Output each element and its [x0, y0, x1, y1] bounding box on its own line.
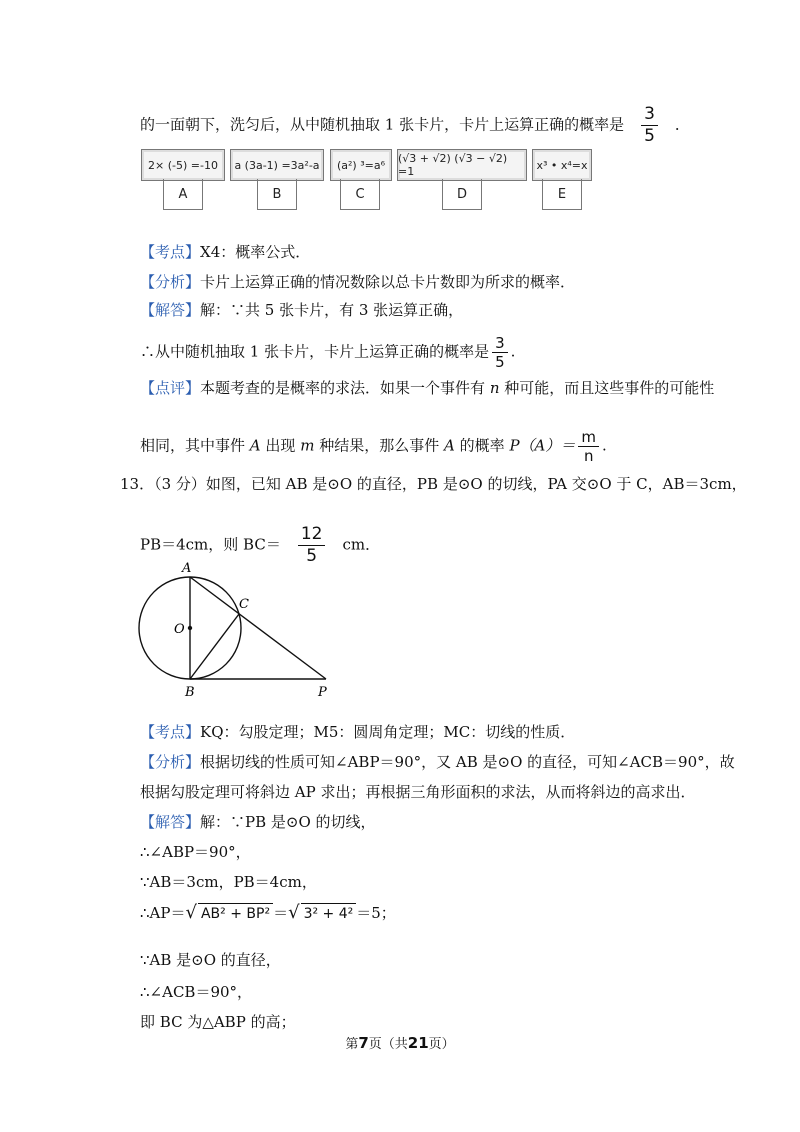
q13-step-1: 解：∵PB 是⊙O 的切线， — [200, 813, 376, 831]
card-e — [532, 149, 592, 181]
q13-step-4-lead: ∴AP＝ — [140, 904, 186, 922]
q12-fenxi-text: 卡片上运算正确的情况数除以总卡片数即为所求的概率． — [200, 273, 576, 291]
footer-page-number: 7 — [358, 1034, 369, 1052]
q13-step-4-result: ＝5； — [356, 904, 396, 922]
q12-formula-numerator: m — [578, 428, 599, 447]
card-c — [330, 149, 392, 181]
card-d — [397, 149, 527, 181]
q12-jieda-tag: 【解答】 — [140, 301, 201, 319]
card-a — [141, 149, 225, 181]
card-e-expr: x³ • x⁴=x — [536, 158, 588, 172]
q12-kaodian-text: X4：概率公式． — [200, 243, 311, 261]
q13-line1 — [120, 474, 747, 494]
q12-dianping-text-1b: 种可能，而且这些事件的可能性 — [504, 379, 715, 397]
q12-conclusion-numerator: 3 — [492, 334, 508, 353]
q13-text-2: PB＝4cm，则 BC＝ — [140, 535, 281, 554]
q13-step-3: ∵AB＝3cm，PB＝4cm， — [140, 873, 317, 891]
q12-dianping — [140, 378, 714, 398]
card-c-label: C — [340, 179, 380, 210]
label-b: B — [185, 685, 195, 700]
q12-dianping-text-2a: 相同，其中事件 — [140, 436, 246, 455]
q12-fenxi-tag: 【分析】 — [140, 273, 201, 291]
q12-dianping-tag: 【点评】 — [140, 379, 201, 397]
sqrt-sign-1: √ — [185, 902, 197, 923]
footer-pre: 第 — [345, 1037, 359, 1052]
segment-bc — [190, 614, 239, 679]
segment-ap — [190, 577, 326, 679]
q13-equals: ＝ — [273, 904, 289, 922]
q12-fenxi — [140, 272, 575, 292]
q12-intro-text: 的一面朝下，洗匀后，从中随机抽取 1 张卡片，卡片上运算正确的概率是 — [140, 115, 625, 134]
q12-jieda-text: 解：∵共 5 张卡片，有 3 张运算正确， — [200, 301, 464, 319]
q12-answer-denominator: 5 — [644, 126, 655, 146]
q12-conclusion-text: ∴从中随机抽取 1 张卡片，卡片上运算正确的概率是 — [140, 342, 490, 361]
q13-radicand-1: AB² + BP² — [198, 903, 273, 924]
q12-jieda — [140, 300, 463, 320]
q12-formula-denominator: n — [583, 447, 594, 465]
label-c: C — [239, 597, 249, 612]
geometry-figure — [130, 556, 340, 702]
q12-kaodian-tag: 【考点】 — [140, 243, 201, 261]
card-a-label: A — [163, 179, 203, 210]
card-c-expr: (a²) ³=a⁶ — [336, 158, 385, 172]
q13-step-6: ∴∠ACB＝90°， — [140, 983, 253, 1001]
q13-fenxi — [140, 752, 735, 772]
card-b — [230, 149, 324, 181]
q12-conclusion: ∴从中随机抽取 1 张卡片，卡片上运算正确的概率是 $\frac{3}{5}$ . — [140, 334, 516, 371]
q13-step-7: 即 BC 为△ABP 的高； — [140, 1013, 296, 1031]
q12-dianping-text-2b: 出现 — [265, 436, 296, 455]
q13-jieda — [140, 812, 376, 832]
q13-jieda-tag: 【解答】 — [140, 813, 201, 831]
q12-dianping-var-m: m — [300, 436, 315, 455]
q13-text-1: （3 分）如图，已知 AB 是⊙O 的直径，PB 是⊙O 的切线，PA 交⊙O 于 C，AB＝3cm， — [154, 475, 747, 493]
card-b-expr: a (3a-1) =3a²-a — [234, 158, 320, 172]
q13-kaodian-text: KQ：勾股定理；M5：圆周角定理；MC：切线的性质． — [200, 723, 576, 741]
q12-dianping-text-1a: 本题考查的是概率的求法．如果一个事件有 — [200, 379, 486, 397]
q12-kaodian — [140, 242, 310, 262]
q13-radicand-2: 3² + 4² — [301, 903, 357, 924]
label-a: A — [182, 561, 192, 576]
page-footer — [0, 1033, 800, 1052]
q13-step-5: ∵AB 是⊙O 的直径， — [140, 951, 281, 969]
card-a-expr: 2× (-5) =-10 — [148, 158, 218, 172]
footer-post: 页） — [428, 1037, 455, 1052]
footer-total-pages: 21 — [407, 1034, 429, 1052]
card-d-expr: (√3 + √2) (√3 − √2) =1 — [398, 152, 508, 178]
q13-answer-denominator: 5 — [306, 546, 318, 566]
q12-dianping-prob: P（A）＝ — [509, 436, 576, 455]
q12-dianping-var-n: n — [489, 379, 500, 397]
q12-dianping-var-a: A — [249, 436, 261, 455]
q13-fenxi-text-1: 根据切线的性质可知∠ABP＝90°，又 AB 是⊙O 的直径，可知∠ACB＝90°，故 — [200, 753, 735, 771]
card-e-label: E — [542, 179, 582, 210]
q13-answer-numerator: 12 — [298, 524, 326, 546]
q12-dianping-text-2c: 种结果，那么事件 — [319, 436, 440, 455]
q12-dianping-text-2d: 的概率 — [459, 436, 505, 455]
q12-intro-line: 的一面朝下，洗匀后，从中随机抽取 1 张卡片，卡片上运算正确的概率是 $\frac{3}{5}$ ． — [140, 104, 690, 146]
label-o: O — [174, 622, 185, 637]
q12-answer-blank — [624, 104, 675, 147]
q12-conclusion-denominator: 5 — [495, 353, 505, 371]
q13-unit: cm． — [342, 535, 381, 554]
q13-step-2: ∴∠ABP＝90°， — [140, 843, 251, 861]
card-d-label: D — [442, 179, 482, 210]
q12-formula-fraction — [578, 428, 599, 465]
q13-fenxi-tag: 【分析】 — [140, 753, 201, 771]
q12-conclusion-fraction — [492, 334, 508, 371]
q13-number: 13． — [120, 475, 155, 493]
q12-answer-numerator: 3 — [641, 104, 658, 126]
q13-fenxi-line2: 根据勾股定理可将斜边 AP 求出；再根据三角形面积的求法，从而将斜边的高求出． — [140, 783, 696, 801]
q13-step-4 — [140, 903, 396, 924]
label-p: P — [318, 685, 327, 700]
q12-dianping-line2: 相同，其中事件 A 出现 m 种结果，那么事件 A 的概率 P（A）＝ $\frac{m}{n}$ . — [140, 428, 607, 465]
card-b-label: B — [257, 179, 297, 210]
q12-answer-fraction — [641, 104, 658, 147]
q13-kaodian — [140, 722, 575, 742]
sqrt-sign-2: √ — [288, 902, 300, 923]
q12-dianping-var-a2: A — [444, 436, 455, 455]
center-point — [188, 626, 192, 630]
q13-kaodian-tag: 【考点】 — [140, 723, 201, 741]
footer-mid: 页（共 — [368, 1037, 408, 1052]
